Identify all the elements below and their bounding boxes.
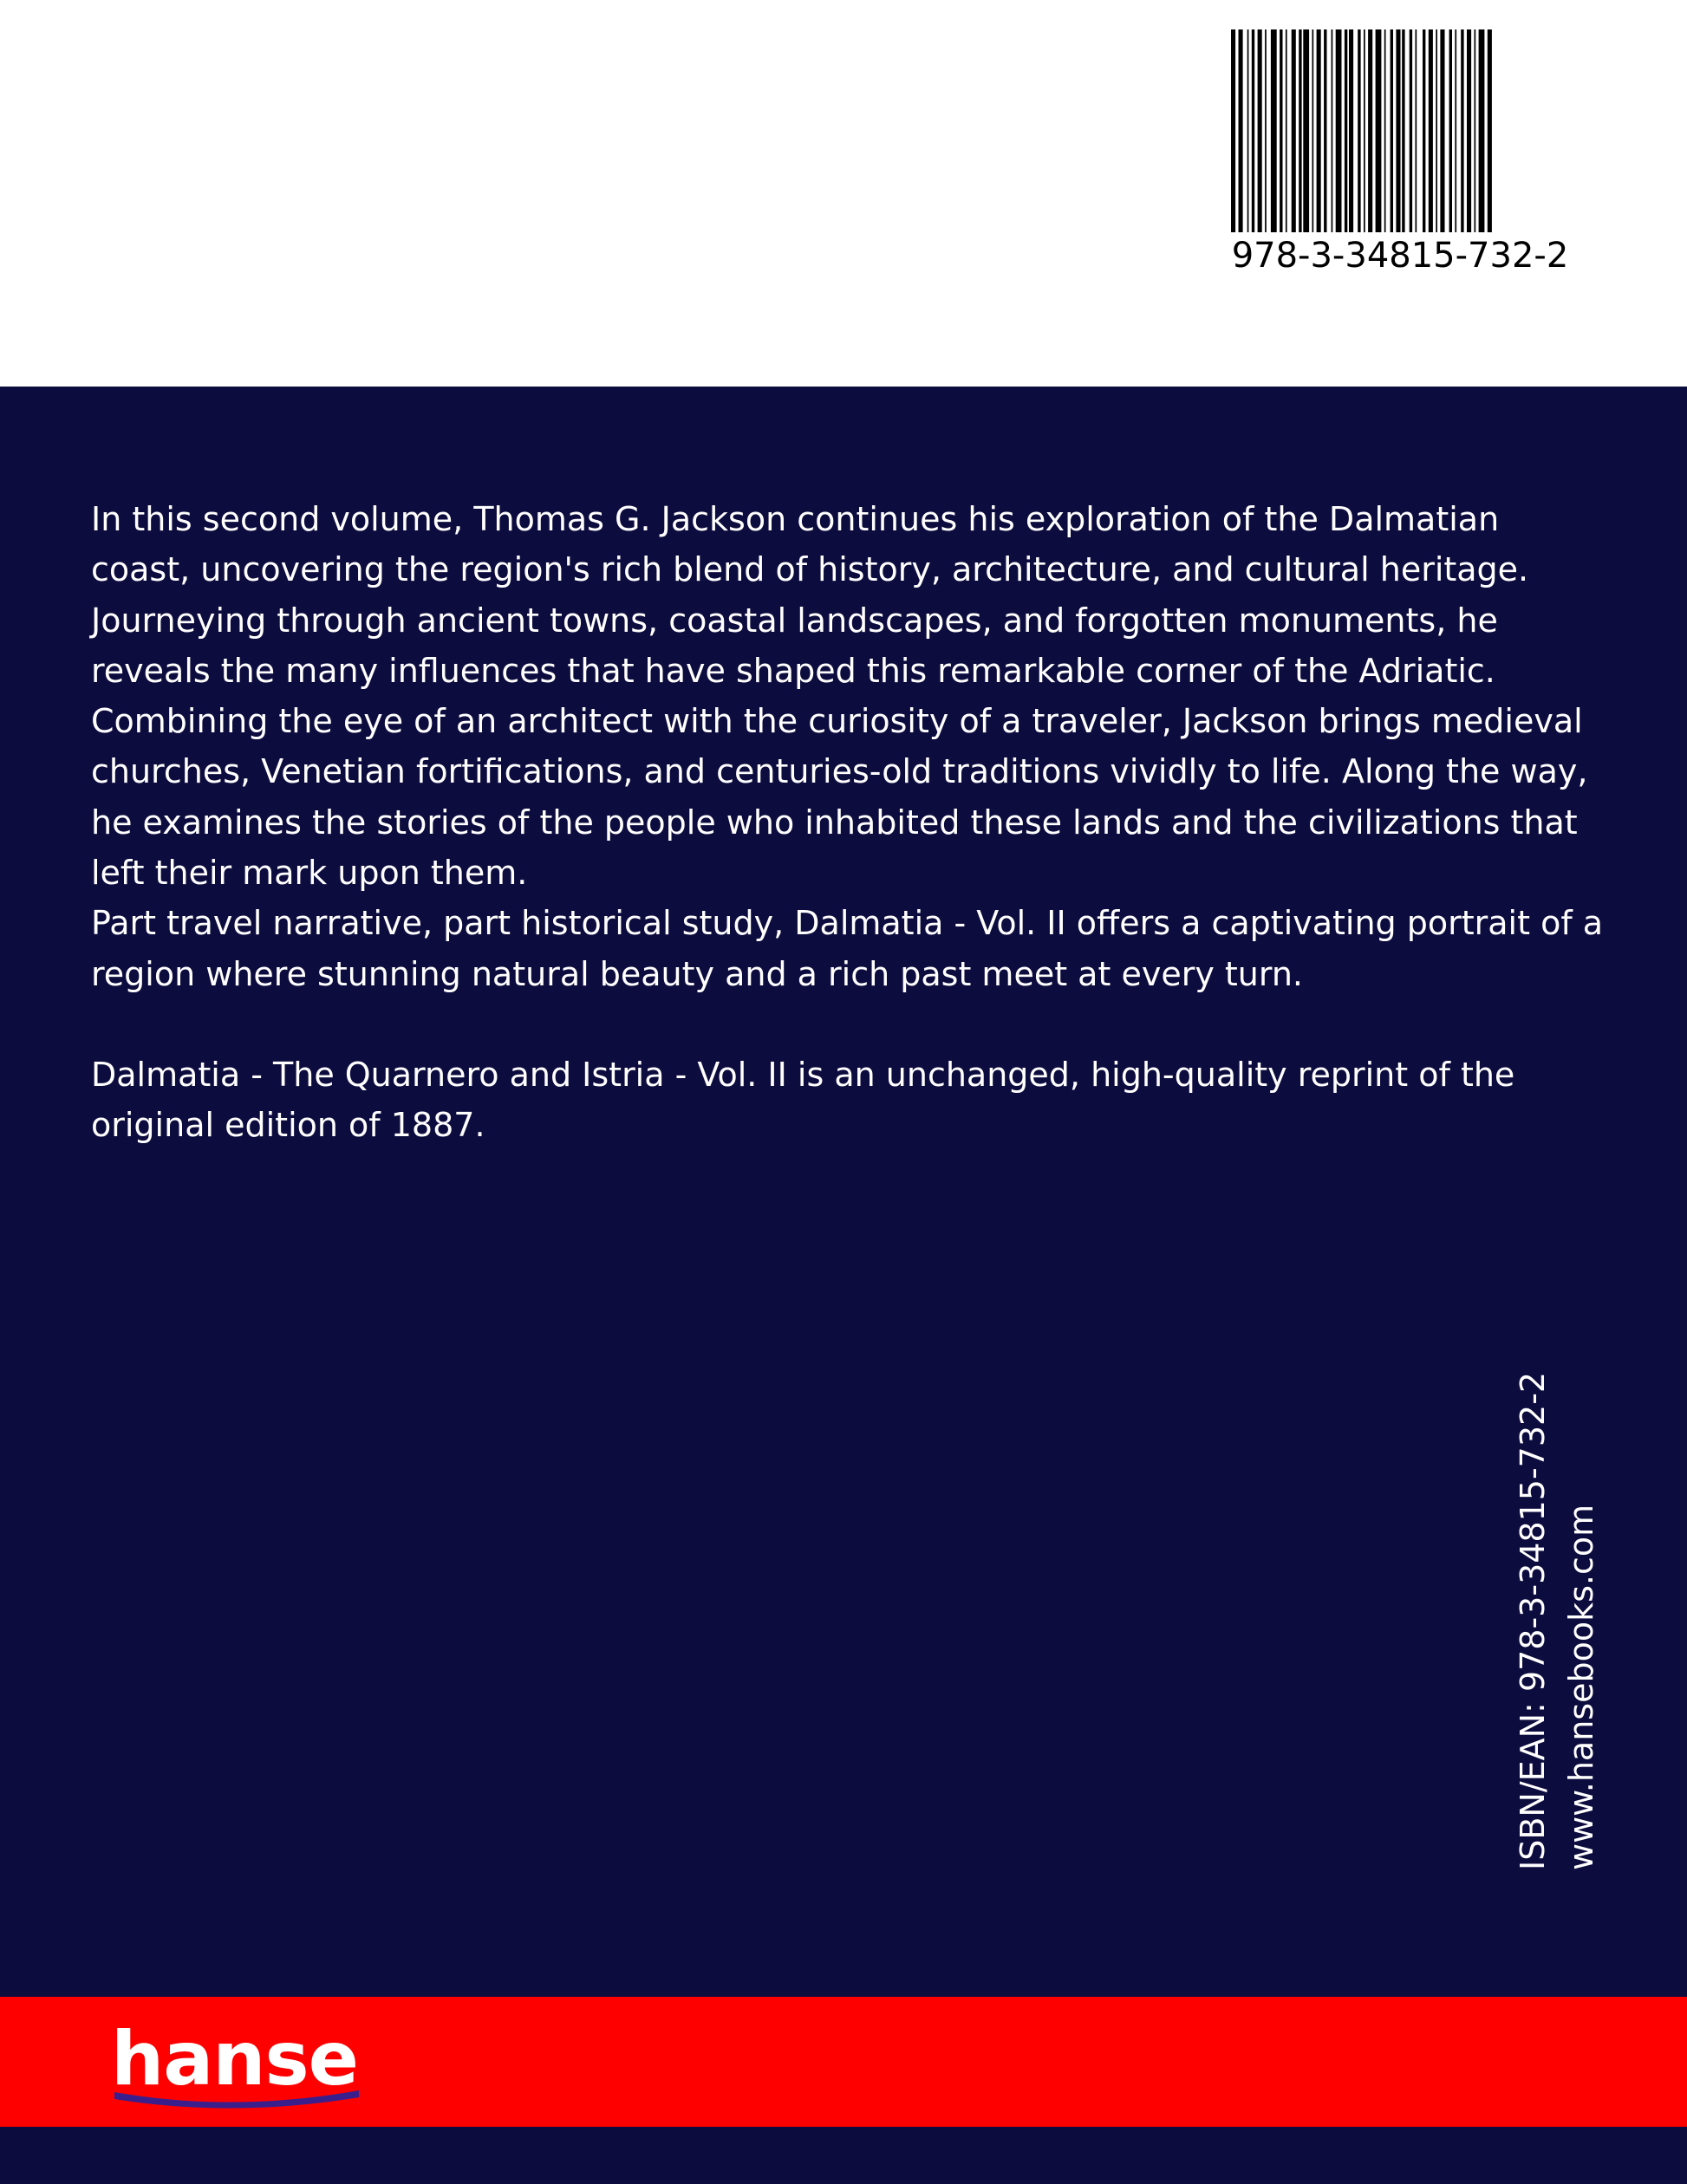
hanse-logo [111, 2018, 371, 2113]
blurb-paragraph-1: In this second volume, Thomas G. Jackson continues his exploration of the Dalmatian coast, uncovering the region's rich blend of history, architecture, and cultural heritage. Journeying through ancient towns, coastal landscapes, and forgotten monuments, he reveals the many influences that have shaped this remarkable corner of the Adriatic. [91, 500, 1529, 690]
barcode-bar [1299, 29, 1301, 232]
barcode-bar [1358, 29, 1360, 232]
barcode-bar [1396, 29, 1400, 232]
barcode-bar [1376, 29, 1382, 232]
logo-wordmark: hanse [111, 2016, 358, 2103]
barcode-bar [1402, 29, 1404, 232]
barcode-bar [1317, 29, 1321, 232]
barcode-bar [1280, 29, 1282, 232]
barcode-bar [1312, 29, 1314, 232]
barcode-bar [1461, 29, 1463, 232]
barcode-bar [1416, 29, 1417, 232]
barcode-bar [1423, 29, 1425, 232]
back-cover-blurb [91, 494, 1608, 1151]
paragraph-spacer [91, 999, 1608, 1050]
barcode-bar [1303, 29, 1309, 232]
barcode-bar [1258, 29, 1262, 232]
barcode-bar [1336, 29, 1342, 232]
barcode-bar [1252, 29, 1254, 232]
barcode-bar [1391, 29, 1393, 232]
barcode-bar [1265, 29, 1267, 232]
barcode-bar [1440, 29, 1444, 232]
barcode-bar [1429, 29, 1433, 232]
isbn-ean-label: ISBN/EAN: 978-3-34815-732-2 [1514, 1371, 1552, 1870]
spine-info [1508, 1342, 1606, 1870]
reprint-note: Dalmatia - The Quarnero and Istria - Vol. II is an unchanged, high-quality reprint of the original edition of 1887. [91, 1055, 1515, 1145]
barcode-bar [1271, 29, 1277, 232]
barcode-bar [1479, 29, 1485, 232]
barcode-bar [1345, 29, 1347, 232]
barcode-image [1231, 29, 1569, 232]
barcode-bar [1475, 29, 1476, 232]
barcode-bar [1410, 29, 1412, 232]
barcode-bar [1292, 29, 1296, 232]
barcode-bar [1436, 29, 1437, 232]
barcode-bar [1247, 29, 1249, 232]
barcode-area [0, 0, 1687, 387]
barcode-bar [1231, 29, 1235, 232]
blurb-paragraph-2: Combining the eye of an architect with the curiosity of a traveler, Jackson brings medieval churches, Venetian fortifications, and centuries-old traditions vividly to life. Along the way, he examines the stories of the people who inhabited these lands and the civilizations that left their mark upon them. [91, 702, 1588, 893]
blurb-paragraph-3: Part travel narrative, part historical study, Dalmatia - Vol. II offers a captivating portrait of a region where stunning natural beauty and a rich past meet at every turn. [91, 904, 1604, 993]
logo-swoosh-icon [111, 2083, 362, 2109]
barcode-bar [1467, 29, 1471, 232]
barcode-bar [1332, 29, 1333, 232]
barcode-bar [1364, 29, 1365, 232]
barcode-bar [1324, 29, 1326, 232]
barcode-bar [1368, 29, 1372, 232]
barcode-bar [1384, 29, 1386, 232]
publisher-website: www.hansebooks.com [1562, 1504, 1600, 1870]
barcode-bar [1488, 29, 1492, 232]
barcode-bar [1239, 29, 1243, 232]
barcode-bar [1449, 29, 1452, 232]
barcode-bar [1349, 29, 1353, 232]
barcode-bar [1286, 29, 1287, 232]
barcode-number: 978-3-34815-732-2 [1231, 236, 1569, 276]
barcode-bar [1455, 29, 1456, 232]
